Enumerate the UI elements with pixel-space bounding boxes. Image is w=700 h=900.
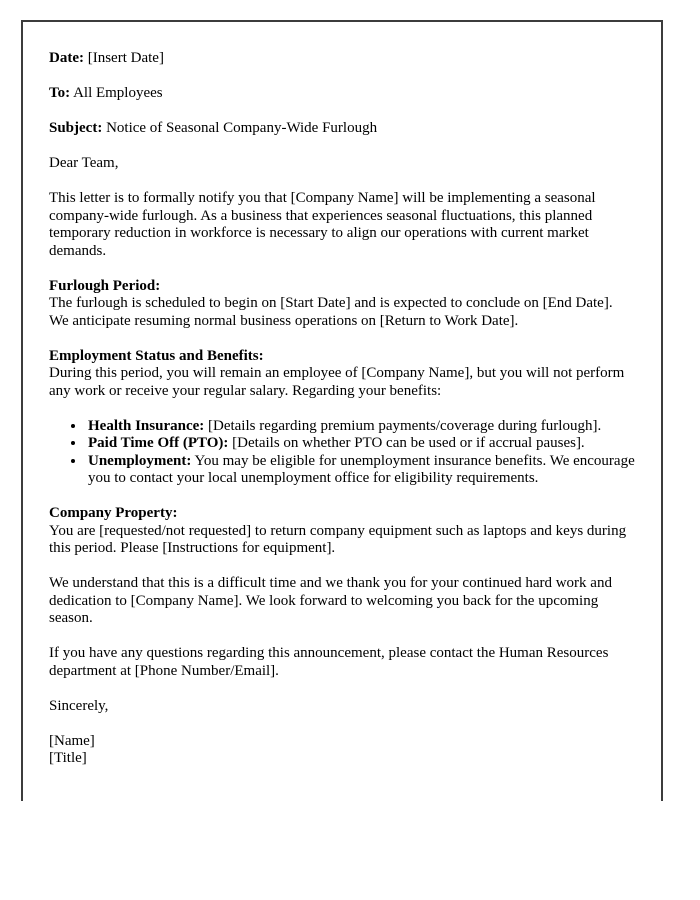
benefit-label: Paid Time Off (PTO): bbox=[88, 435, 229, 451]
employment-status-heading: Employment Status and Benefits: bbox=[49, 347, 264, 364]
furlough-period-section bbox=[49, 278, 635, 331]
signature-title: [Title] bbox=[49, 750, 87, 766]
furlough-period-body: The furlough is scheduled to begin on [Start Date] and is expected to conclude on [End Date]. We anticipate resuming normal business operations on [Return to Work Date]. bbox=[49, 295, 613, 329]
list-item-pto bbox=[86, 435, 635, 453]
to-label: To: bbox=[49, 85, 71, 101]
employment-status-body: During this period, you will remain an employee of [Company Name], but you will not perform any work or receive your regular salary. Regarding your benefits: bbox=[49, 365, 625, 399]
signature-block bbox=[49, 733, 635, 768]
date-label: Date: bbox=[49, 50, 84, 66]
closing: Sincerely, bbox=[49, 697, 109, 714]
signature-name: [Name] bbox=[49, 732, 95, 749]
furlough-period-heading: Furlough Period: bbox=[49, 277, 161, 294]
subject-line bbox=[49, 120, 635, 138]
date-value: [Insert Date] bbox=[87, 50, 164, 66]
to-line bbox=[49, 85, 635, 103]
benefit-text: [Details on whether PTO can be used or if accrual pauses]. bbox=[232, 435, 585, 451]
subject-value: Notice of Seasonal Company-Wide Furlough bbox=[106, 120, 378, 136]
benefit-label: Unemployment: bbox=[88, 452, 192, 469]
benefits-list bbox=[49, 418, 635, 488]
intro-paragraph: This letter is to formally notify you that [Company Name] will be implementing a seasonal company-wide furlough. As a business that experiences seasonal fluctuations, this planned temporary reduction in workforce is necessary to align our operations with current market demands. bbox=[49, 190, 596, 259]
company-property-section bbox=[49, 505, 635, 558]
date-line bbox=[49, 50, 635, 68]
list-item-health-insurance bbox=[86, 418, 635, 436]
benefit-text: You may be eligible for unemployment insurance benefits. We encourage you to contact your local unemployment office for eligibility requirements. bbox=[88, 452, 635, 486]
to-value: All Employees bbox=[73, 85, 163, 101]
list-item-unemployment bbox=[86, 453, 635, 488]
company-property-body: You are [requested/not requested] to return company equipment such as laptops and keys during this period. Please [Instructions for equipment]. bbox=[49, 522, 627, 556]
furlough-letter-document bbox=[21, 20, 663, 801]
subject-label: Subject: bbox=[49, 120, 103, 136]
salutation: Dear Team, bbox=[49, 155, 119, 171]
company-property-heading: Company Property: bbox=[49, 505, 178, 521]
benefit-text: [Details regarding premium payments/coverage during furlough]. bbox=[208, 417, 602, 434]
contact-paragraph: If you have any questions regarding this announcement, please contact the Human Resources department at [Phone Number/Email]. bbox=[49, 645, 609, 679]
benefit-label: Health Insurance: bbox=[88, 417, 205, 434]
employment-status-section bbox=[49, 348, 635, 401]
appreciation-paragraph: We understand that this is a difficult time and we thank you for your continued hard work and dedication to [Company Name]. We look forward to welcoming you back for the upcoming season. bbox=[49, 575, 612, 626]
